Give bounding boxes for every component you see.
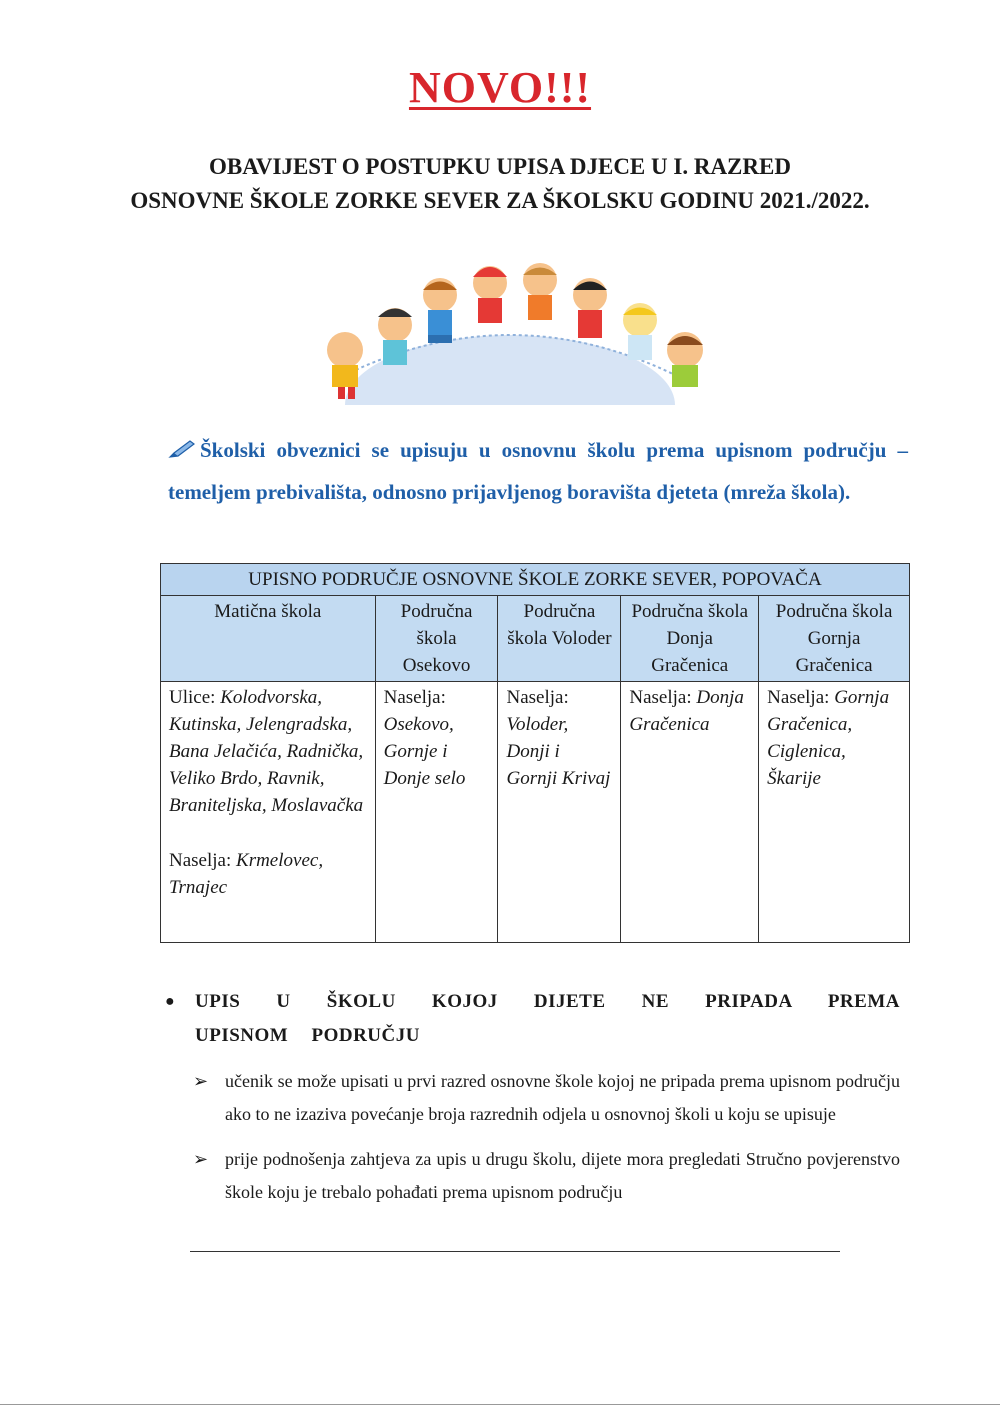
cell-gornja-gracenica: [759, 682, 910, 943]
naselja-label: Naselja:: [169, 850, 232, 871]
table-caption: UPISNO PODRUČJE OSNOVNE ŠKOLE ZORKE SEVER, POPOVAČA: [161, 564, 910, 596]
header-maticna-skola: Matična škola: [161, 596, 376, 682]
list-item: [193, 1065, 905, 1131]
list-item-text: učenik se može upisati u prvi razred osnovne škole kojoj ne pripada prema upisnom području ako to ne izaziva povećanje broja razrednih odjela u osnovnoj školi u koju se upisuje: [225, 1071, 900, 1124]
page-edge-line: [0, 1404, 1000, 1405]
header-ps-donja-gracenica: Područna škola Donja Gračenica: [621, 596, 759, 682]
cell-donja-gracenica: [621, 682, 759, 943]
naselja-list: Donja Gračenica: [629, 687, 744, 735]
enrollment-area-table: [160, 563, 910, 943]
cell-maticna-skola: [161, 682, 376, 943]
section-heading: UPIS U ŠKOLU KOJOJ DIJETE NE PRIPADA PREMA UPISNOM PODRUČJU: [195, 991, 900, 1046]
list-item: [193, 1143, 905, 1209]
naselja-list: Gornja Gračenica, Ciglenica, Škarije: [767, 687, 890, 789]
cell-osekovo: [375, 682, 498, 943]
title-line-1: OBAVIJEST O POSTUPKU UPISA DJECE U I. RAZRED: [209, 154, 791, 179]
header-ps-gornja-gracenica: Područna škola Gornja Gračenica: [759, 596, 910, 682]
document-title: [0, 150, 1000, 218]
naselja-label: Naselja:: [767, 687, 830, 708]
intro-text: Školski obveznici se upisuju u osnovnu školu prema upisnom području – temeljem prebivališta, odnosno prijavljenog boravišta djeteta (mreža škola).: [168, 438, 908, 505]
naselja-label: Naselja:: [506, 687, 569, 708]
cell-voloder: [498, 682, 621, 943]
ulice-label: Ulice:: [169, 687, 216, 708]
arrowhead-bullet-icon: ➢: [193, 1149, 209, 1169]
table-row: [161, 682, 910, 943]
naselja-list: Voloder, Donji i Gornji Krivaj: [506, 714, 611, 789]
arrowhead-bullet-icon: ➢: [193, 1071, 209, 1091]
title-line-2: OSNOVNE ŠKOLE ZORKE SEVER ZA ŠKOLSKU GODINU 2021./2022.: [130, 188, 870, 213]
ulice-list: Kolodvorska, Kutinska, Jelengradska, Bana Jelačića, Radnička, Veliko Brdo, Ravnik, Braniteljska, Moslavačka: [169, 687, 364, 816]
novo-heading: NOVO!!!: [408, 63, 592, 112]
horizontal-rule: [190, 1251, 840, 1252]
header-ps-osekovo: Područna škola Osekovo: [375, 596, 498, 682]
bullet-dot-icon: ●: [165, 993, 175, 1010]
intro-paragraph: [168, 430, 908, 512]
naselja-list: Osekovo, Gornje i Donje selo: [383, 714, 466, 789]
naselja-list: Krmelovec, Trnajec: [169, 850, 324, 898]
naselja-label: Naselja:: [383, 687, 446, 708]
children-globe-illustration: [300, 255, 720, 405]
enrollment-other-school-section: [165, 985, 905, 1209]
header-ps-voloder: Područna škola Voloder: [498, 596, 621, 682]
pencil-icon: [168, 432, 200, 472]
list-item-text: prije podnošenja zahtjeva za upis u drugu školu, dijete mora pregledati Stručno povjerenstvo škole koju je trebalo pohađati prema upisnom području: [225, 1149, 900, 1202]
naselja-label: Naselja:: [629, 687, 692, 708]
